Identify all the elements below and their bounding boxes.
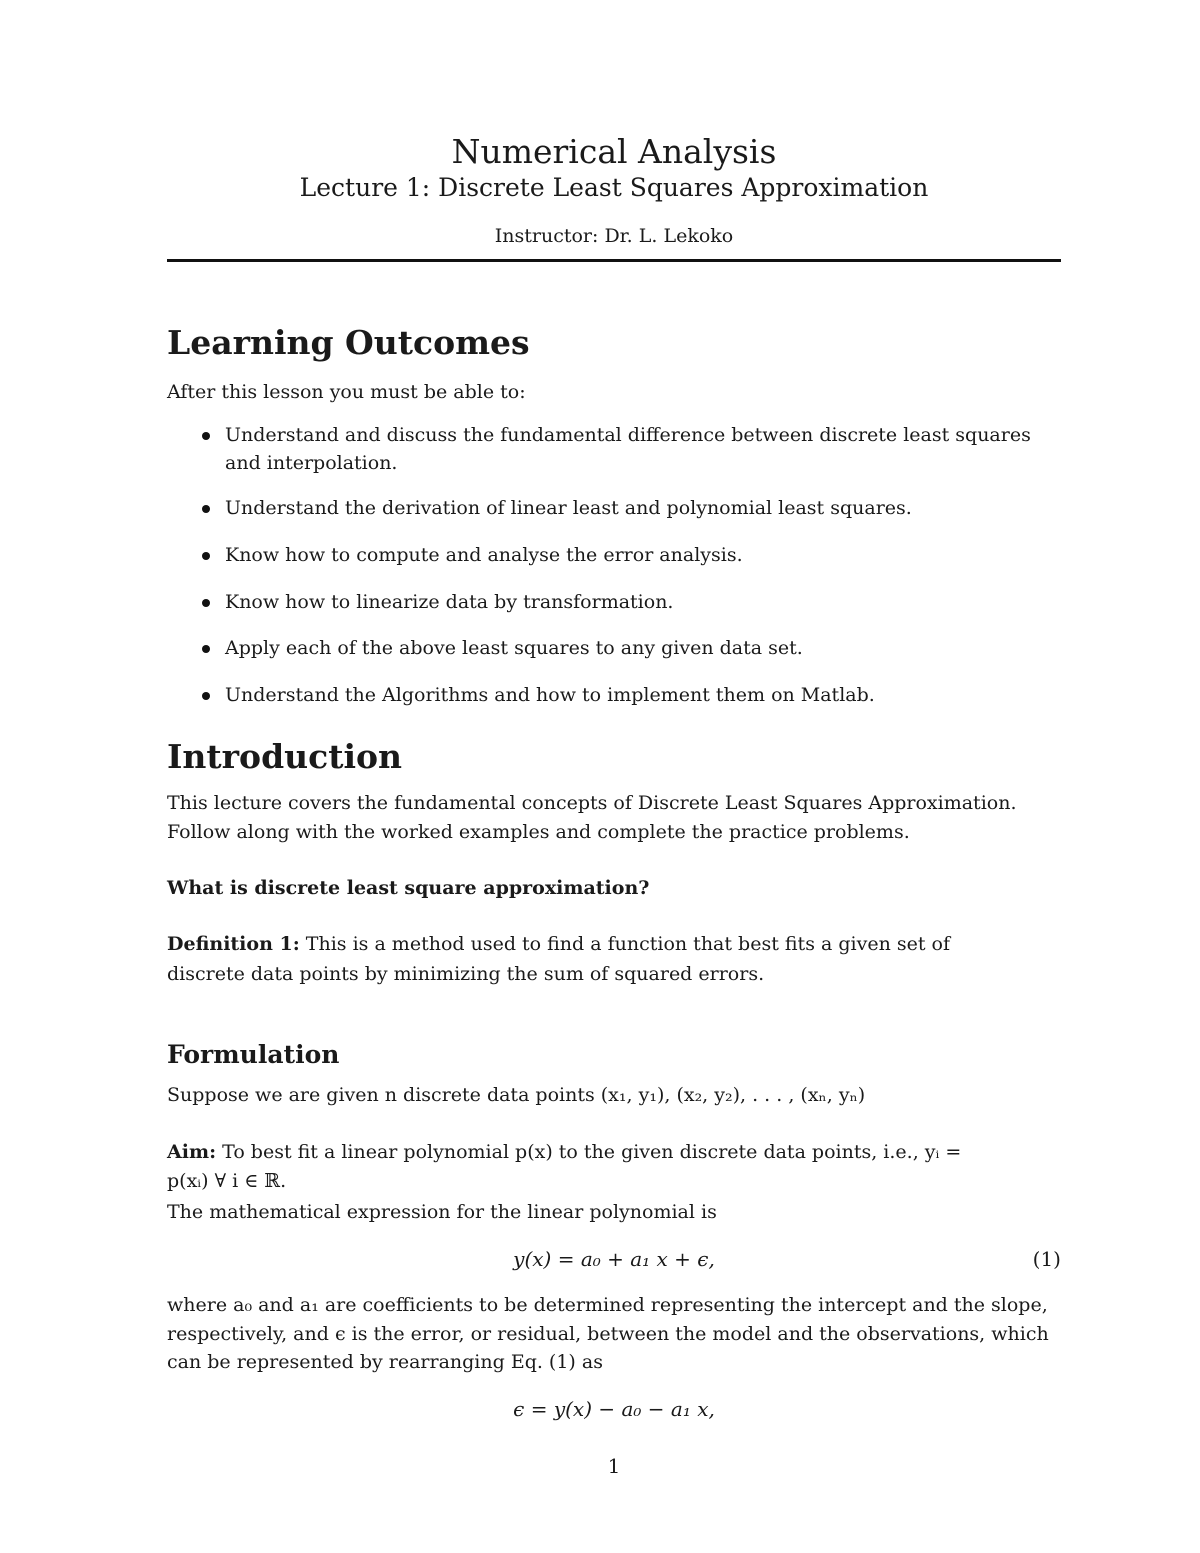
outcome-item: Understand and discuss the fundamental difference between discrete least squares and interpolation. [225, 424, 1031, 474]
bullet-icon [202, 692, 210, 700]
definition-line: discrete data points by minimizing the sum of squared errors. [167, 963, 765, 985]
lecture-subtitle: Lecture 1: Discrete Least Squares Approximation [299, 173, 929, 202]
equation-1: y(x) = a₀ + a₁ x + ϵ, [513, 1247, 715, 1271]
bullet-icon [202, 552, 210, 560]
introduction-line: This lecture covers the fundamental concepts of Discrete Least Squares Approximation. [167, 792, 1017, 814]
outcome-item: Apply each of the above least squares to any given data set. [225, 637, 803, 659]
definition-text: This is a method used to find a function that best fits a given set of [305, 933, 950, 955]
document-title: Numerical Analysis [451, 132, 777, 171]
learning-outcomes-heading: Learning Outcomes [167, 323, 530, 362]
bullet-icon [202, 432, 210, 440]
where-line: where a₀ and a₁ are coefficients to be determined representing the intercept and the slope, [167, 1294, 1048, 1316]
aim-text: To best fit a linear polynomial p(x) to the given discrete data points, i.e., yᵢ = [222, 1141, 962, 1163]
outcome-item: Know how to linearize data by transformation. [225, 591, 674, 613]
introduction-heading: Introduction [167, 737, 403, 776]
header-rule [167, 259, 1061, 262]
question-heading: What is discrete least square approximation? [167, 877, 650, 899]
bullet-icon [202, 645, 210, 653]
page-number: 1 [607, 1454, 621, 1478]
definition-label: Definition 1: [167, 933, 300, 955]
definition-line [167, 930, 950, 958]
equation-2: ϵ = y(x) − a₀ − a₁ x, [513, 1397, 715, 1421]
introduction-line: Follow along with the worked examples and complete the practice problems. [167, 821, 910, 843]
outcome-item: Understand the Algorithms and how to implement them on Matlab. [225, 684, 875, 706]
formulation-given: Suppose we are given n discrete data points (x₁, y₁), (x₂, y₂), . . . , (xₙ, yₙ) [167, 1084, 866, 1106]
equation-1-number: (1) [1032, 1247, 1061, 1271]
expression-intro: The mathematical expression for the linear polynomial is [167, 1201, 717, 1223]
instructor-line: Instructor: Dr. L. Lekoko [494, 225, 734, 247]
document-page [167, 0, 1061, 1553]
aim-line [167, 1138, 961, 1166]
bullet-icon [202, 505, 210, 513]
outcome-item: Understand the derivation of linear least and polynomial least squares. [225, 497, 912, 519]
aim-label: Aim: [167, 1141, 217, 1163]
formulation-heading: Formulation [167, 1040, 340, 1069]
outcome-item: Know how to compute and analyse the error analysis. [225, 544, 743, 566]
aim-line: p(xᵢ) ∀ i ∈ ℝ. [167, 1170, 287, 1192]
bullet-icon [202, 599, 210, 607]
learning-outcomes-intro: After this lesson you must be able to: [167, 381, 526, 403]
where-line: can be represented by rearranging Eq. (1) as [167, 1351, 603, 1373]
where-line: respectively, and ϵ is the error, or residual, between the model and the observations, which [167, 1323, 1049, 1345]
